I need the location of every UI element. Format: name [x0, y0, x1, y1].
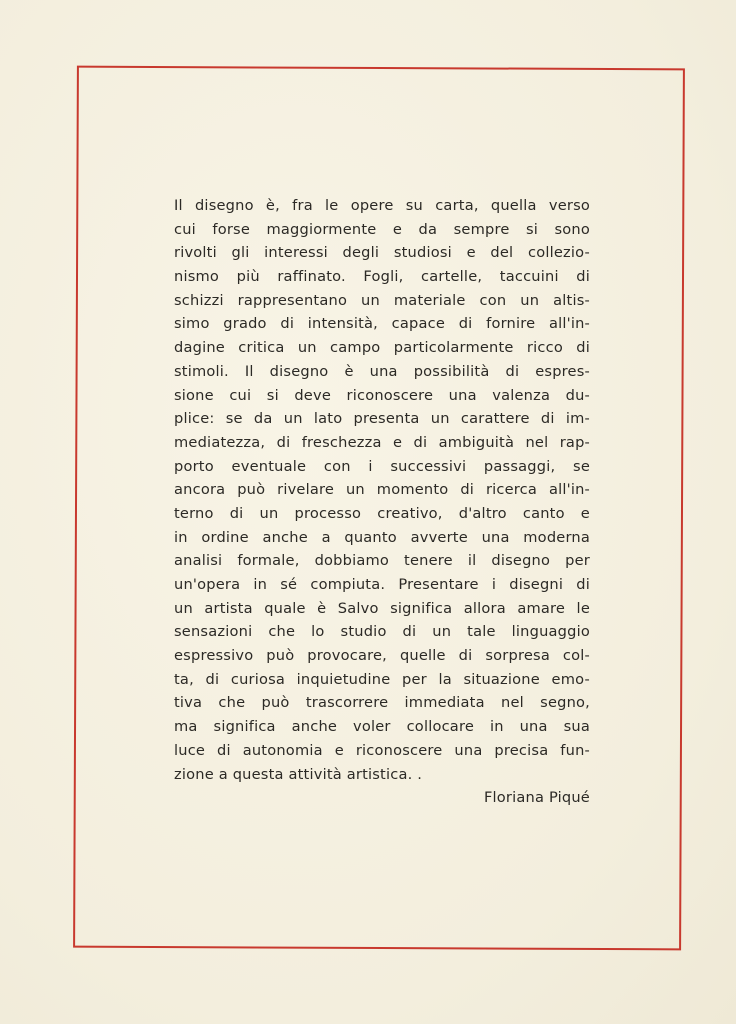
text-line: sensazioni che lo studio di un tale linguaggio: [174, 623, 590, 641]
text-line: schizzi rappresentano un materiale con un altis-: [174, 291, 590, 309]
text-line: un artista quale è Salvo significa allora amare le: [174, 599, 590, 617]
text-line: in ordine anche a quanto avverte una moderna: [174, 528, 590, 546]
text-line: tiva che può trascorrere immediata nel segno,: [174, 694, 590, 712]
text-line: terno di un processo creativo, d'altro canto e: [174, 504, 590, 522]
author-signature: Floriana Piqué: [483, 789, 590, 806]
text-line: ma significa anche voler collocare in una sua: [174, 718, 590, 736]
text-line: mediatezza, di freschezza e di ambiguità nel rap-: [174, 433, 590, 451]
text-line: un'opera in sé compiuta. Presentare i disegni di: [174, 576, 590, 593]
text-line: cui forse maggiormente e da sempre si sono: [174, 220, 590, 238]
text-line: porto eventuale con i successivi passaggi, se: [174, 457, 590, 475]
text-line: ancora può rivelare un momento di ricerca all'in-: [174, 481, 590, 499]
text-line: stimoli. Il disegno è una possibilità di espres-: [174, 362, 590, 380]
text-line: simo grado di intensità, capace di fornire all'in-: [174, 315, 590, 333]
text-line: dagine critica un campo particolarmente ricco di: [174, 339, 590, 357]
text-line: sione cui si deve riconoscere una valenza du-: [174, 386, 590, 404]
essay-text: [174, 194, 590, 786]
text-line-last: zione a questa attività artistica. .: [174, 765, 423, 783]
text-line: luce di autonomia e riconoscere una precisa fun-: [174, 741, 590, 759]
text-line: plice: se da un lato presenta un carattere di im-: [174, 410, 590, 428]
text-line: nismo più raffinato. Fogli, cartelle, taccuini di: [174, 268, 590, 286]
text-line: Il disegno è, fra le opere su carta, quella verso: [174, 197, 590, 214]
text-line: rivolti gli interessi degli studiosi e del collezio-: [174, 244, 590, 262]
text-line: espressivo può provocare, quelle di sorpresa col-: [174, 647, 590, 665]
text-line: ta, di curiosa inquietudine per la situazione emo-: [174, 670, 590, 688]
text-line: analisi formale, dobbiamo tenere il disegno per: [174, 552, 590, 570]
